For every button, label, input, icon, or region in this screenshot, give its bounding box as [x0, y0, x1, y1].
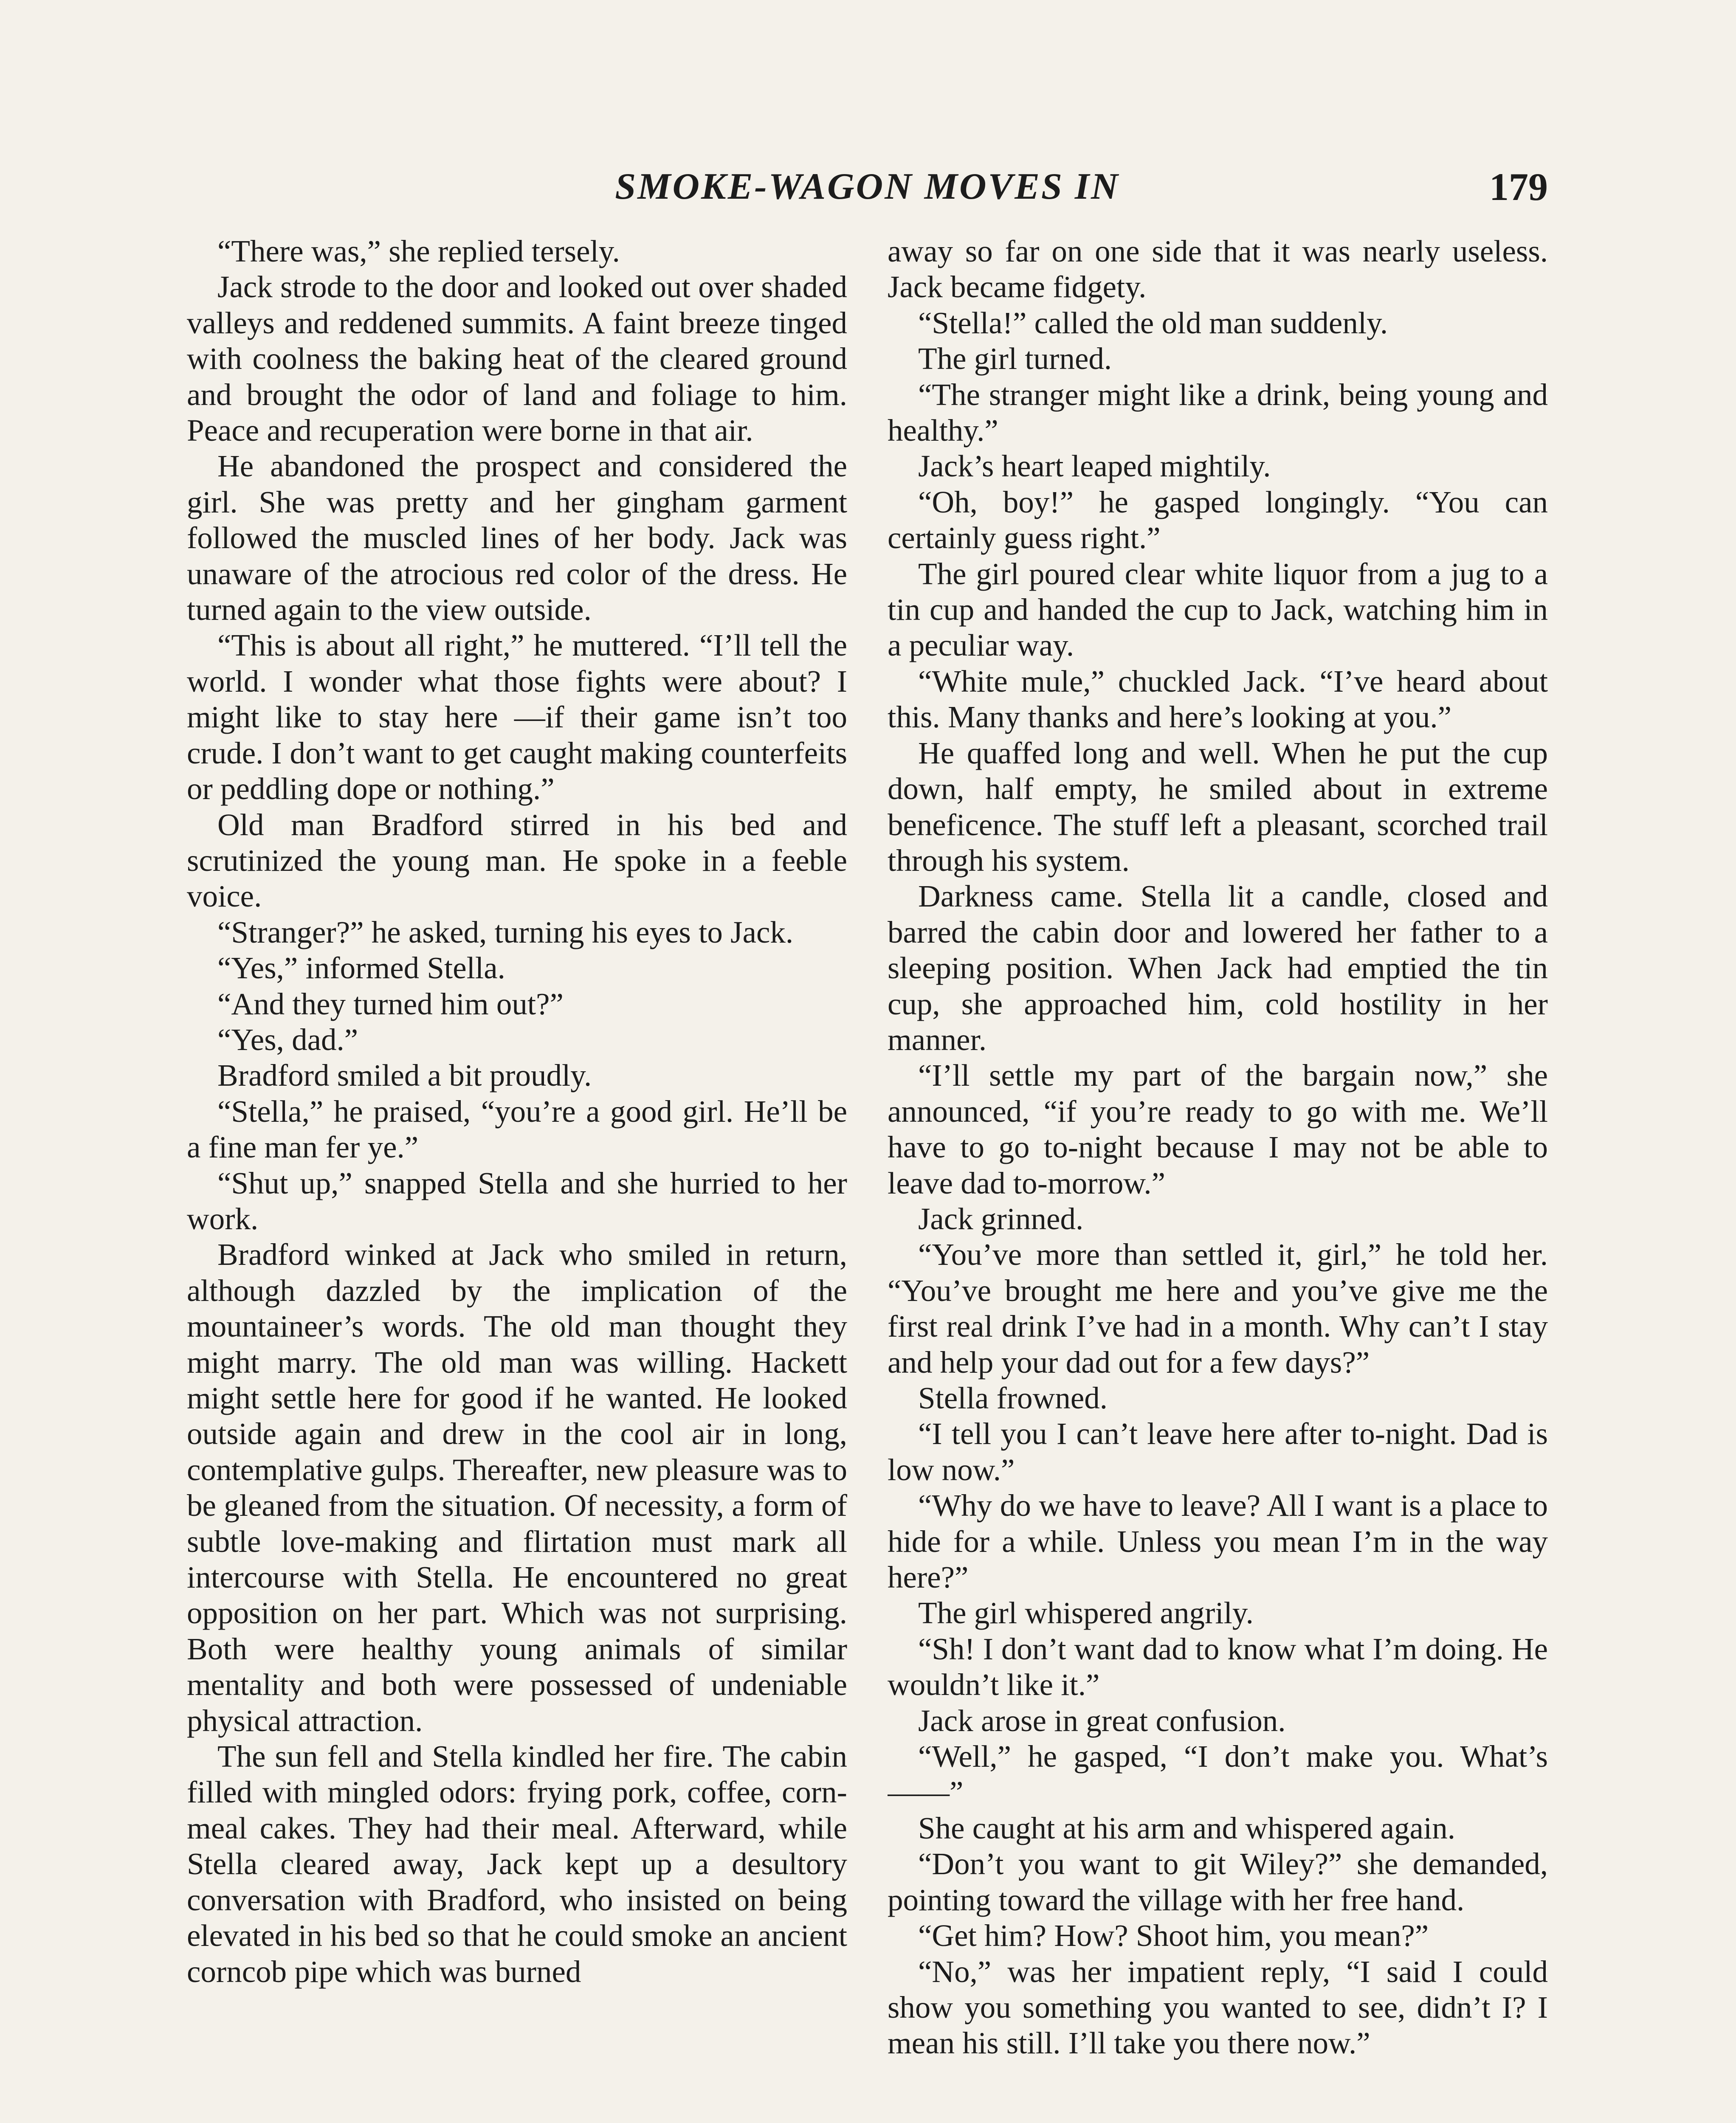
- paragraph: The girl turned.: [918, 341, 1112, 376]
- paragraph: Jack strode to the door and looked out over shaded valleys and reddened summits. A faint breeze tinged with coolness the baking heat of the cleared ground and brought the odor of land and foliage to him. Peace and recuperation were borne in that air.: [187, 270, 847, 448]
- paragraph: “Shut up,” snapped Stella and she hurried to her work.: [187, 1166, 847, 1236]
- paragraph: The girl poured clear white liquor from a jug to a tin cup and handed the cup to Jack, watching him in a peculiar way.: [888, 556, 1548, 663]
- paragraph: “Stella,” he praised, “you’re a good girl. He’ll be a fine man fer ye.”: [187, 1094, 847, 1165]
- running-title: SMOKE-WAGON MOVES IN: [615, 166, 1120, 207]
- paragraph: “Don’t you want to git Wiley?” she demanded, pointing toward the village with her free hand.: [888, 1847, 1548, 1917]
- paragraph: “Stella!” called the old man suddenly.: [918, 305, 1388, 340]
- paragraph: “No,” was her impatient reply, “I said I could show you something you wanted to see, didn’t I? I mean his still. I’ll take you there now.”: [888, 1954, 1548, 2061]
- text-column-right: [888, 234, 1548, 2123]
- paragraph: Old man Bradford stirred in his bed and scrutinized the young man. He spoke in a feeble voice.: [187, 807, 847, 914]
- paragraph: “Oh, boy!” he gasped longingly. “You can certainly guess right.”: [888, 484, 1548, 555]
- paragraph: “Get him? How? Shoot him, you mean?”: [918, 1918, 1429, 1953]
- paragraph: “And they turned him out?”: [217, 986, 564, 1021]
- page-number: 179: [1489, 165, 1548, 208]
- paragraph: “You’ve more than settled it, girl,” he told her. “You’ve brought me here and you’ve give me the first real drink I’ve had in a month. Why can’t I stay and help your dad out for a few days?”: [888, 1237, 1548, 1380]
- paragraph: Darkness came. Stella lit a candle, closed and barred the cabin door and lowered her father to a sleeping position. When Jack had emptied the tin cup, she approached him, cold hostility in her manner.: [888, 879, 1548, 1057]
- paragraph: “Stranger?” he asked, turning his eyes to Jack.: [217, 915, 794, 949]
- paragraph: Bradford smiled a bit proudly.: [217, 1058, 592, 1093]
- text-column-left: [187, 234, 847, 2123]
- page-header: [187, 161, 1548, 212]
- paragraph: “Yes,” informed Stella.: [217, 951, 505, 985]
- paragraph: The girl whispered angrily.: [918, 1596, 1254, 1630]
- paragraph: He abandoned the prospect and considered the girl. She was pretty and her gingham garment followed the muscled lines of her body. Jack was unaware of the atrocious red color of the dress. He turned again to the view outside.: [187, 449, 847, 627]
- paragraph: Bradford winked at Jack who smiled in return, although dazzled by the implication of the mountaineer’s words. The old man thought they might marry. The old man was willing. Hackett might settle here for good if he wanted. He looked outside again and drew in the cool air in long, contemplative gulps. Thereafter, new pleasure was to be gleaned from the situation. Of necessity, a form of subtle love-making and flirtation must mark all intercourse with Stella. He encountered no great opposition on her part. Which was not surprising. Both were healthy young animals of similar mentality and both were possessed of undeniable physical attraction.: [187, 1237, 847, 1738]
- paragraph: “There was,” she replied tersely.: [217, 234, 620, 268]
- paragraph: “Yes, dad.”: [217, 1022, 358, 1057]
- paragraph: “The stranger might like a drink, being young and healthy.”: [888, 377, 1548, 448]
- paragraph: “Sh! I don’t want dad to know what I’m doing. He wouldn’t like it.”: [888, 1631, 1548, 1702]
- paragraph: The sun fell and Stella kindled her fire. The cabin filled with mingled odors: frying pork, coffee, corn-meal cakes. They had their meal. Afterward, while Stella cleared away, Jack kept up a desultory conversation with Bradford, who insisted on being elevated in his bed so that he could smoke an ancient corncob pipe which was burned: [187, 1739, 847, 1989]
- paragraph: Jack arose in great confusion.: [918, 1703, 1286, 1738]
- paragraph: “Well,” he gasped, “I don’t make you. What’s——”: [888, 1739, 1548, 1810]
- paragraph: “Why do we have to leave? All I want is a place to hide for a while. Unless you mean I’m in the way here?”: [888, 1488, 1548, 1595]
- paragraph: “I tell you I can’t leave here after to-night. Dad is low now.”: [888, 1416, 1548, 1487]
- paragraph: “White mule,” chuckled Jack. “I’ve heard about this. Many thanks and here’s looking at you.”: [888, 664, 1548, 735]
- paragraph: He quaffed long and well. When he put the cup down, half empty, he smiled about in extreme beneficence. The stuff left a pleasant, scorched trail through his system.: [888, 735, 1548, 878]
- paragraph: She caught at his arm and whispered again.: [918, 1810, 1455, 1845]
- paragraph: Stella frowned.: [918, 1381, 1108, 1415]
- paragraph: “This is about all right,” he muttered. “I’ll tell the world. I wonder what those fights were about? I might like to stay here —if their game isn’t too crude. I don’t want to get caught making counterfeits or peddling dope or nothing.”: [187, 628, 847, 806]
- paragraph: Jack’s heart leaped mightily.: [918, 449, 1271, 484]
- paragraph: “I’ll settle my part of the bargain now,” she announced, “if you’re ready to go with me. We’ll have to go to-night because I may not be able to leave dad to-morrow.”: [888, 1058, 1548, 1200]
- paragraph: Jack grinned.: [918, 1201, 1084, 1236]
- paragraph-continued: away so far on one side that it was nearly useless. Jack became fidgety.: [888, 234, 1548, 304]
